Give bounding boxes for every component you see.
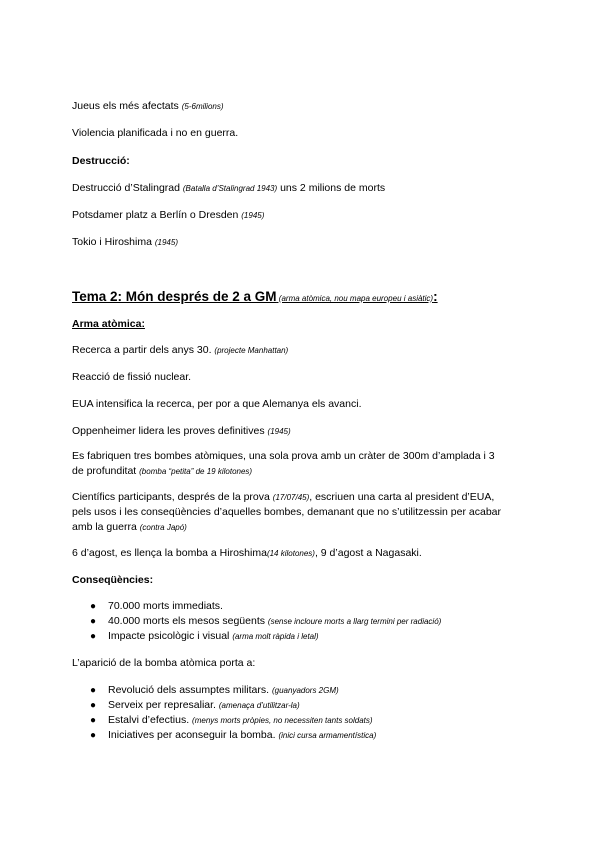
title-end: : (433, 289, 438, 304)
list-item (108, 714, 373, 727)
paragraph-text: Es fabriquen tres bombes atòmiques, una sola prova amb un cràter de 300m d’amplada i 3 (72, 450, 495, 462)
list-item-note: (inici cursa armamentística) (278, 731, 377, 740)
paragraph-text: amb la guerra (72, 521, 140, 533)
paragraph-note: (1945) (241, 211, 265, 220)
bullet-icon: ● (90, 730, 97, 741)
paragraph-bombes-line-2 (72, 465, 252, 478)
heading-arma-atomica: Arma atòmica: (72, 318, 145, 330)
paragraph-eua (72, 398, 362, 411)
paragraph-text: Jueus els més afectats (72, 100, 182, 112)
paragraph-tokio (72, 236, 178, 249)
list-item (108, 630, 319, 643)
paragraph-text: Reacció de fissió nuclear. (72, 371, 192, 383)
paragraph-aparicio (72, 657, 255, 670)
paragraph-potsdamer (72, 209, 264, 222)
list-item-text: 70.000 morts immediats. (108, 600, 223, 612)
paragraph-text: Violencia planificada i no en guerra. (72, 127, 239, 139)
list-item (108, 684, 339, 697)
list-item (108, 729, 376, 742)
paragraph-note: (1945) (154, 238, 178, 247)
paragraph-note: (bomba “petita” de 19 kilotones) (139, 467, 253, 476)
list-item-note: (arma molt ràpida i letal) (232, 632, 319, 641)
paragraph-text: Destrucció d’Stalingrad (72, 182, 183, 194)
list-item (108, 699, 300, 712)
paragraph-note: (contra Japó) (139, 523, 187, 532)
paragraph-text: 6 d’agost, es llença la bomba a Hiroshima (72, 547, 267, 559)
paragraph-jueus (72, 100, 224, 113)
bullet-icon: ● (90, 715, 97, 726)
title-note: (arma atòmica, nou mapa europeu i asiàtic) (276, 294, 434, 303)
paragraph-hiroshima (72, 547, 422, 560)
paragraph-text: pels usos i les conseqüències d’aquelles bombes, demanant que no s’utilitzessin per acabar (72, 506, 502, 518)
list-item (108, 615, 441, 628)
paragraph-text: Oppenheimer lidera les proves definitives (72, 425, 268, 437)
paragraph-text: uns 2 milions de morts (277, 182, 386, 194)
paragraph-text: , 9 d’agost a Nagasaki. (314, 547, 422, 559)
paragraph-note: (projecte Manhattan) (214, 346, 289, 355)
bullet-icon: ● (90, 700, 97, 711)
paragraph-bombes-line-1 (72, 450, 495, 463)
paragraph-violencia (72, 127, 238, 140)
title-text: Tema 2: Món després de 2 a GM (72, 289, 277, 304)
list-item-text: Estalvi d’efectius. (108, 714, 193, 726)
bullet-icon: ● (90, 685, 97, 696)
paragraph-note: (1945) (267, 427, 291, 436)
paragraph-text: Potsdamer platz a Berlín o Dresden (72, 209, 242, 221)
paragraph-text: Tokio i Hiroshima (72, 236, 155, 248)
list-item-note: (sense incloure morts a llarg termini per radiació) (267, 617, 442, 626)
paragraph-note: (5-6milions) (181, 102, 224, 111)
list-item-text: 40.000 morts els mesos següents (108, 615, 268, 627)
paragraph-text: EUA intensifica la recerca, per por a que Alemanya els avanci. (72, 398, 362, 410)
paragraph-text: Científics participants, després de la prova (72, 491, 273, 503)
heading-destruccio: Destrucció: (72, 155, 130, 167)
heading-consequencies: Conseqüències: (72, 574, 154, 586)
list-item-text: Iniciatives per aconseguir la bomba. (108, 729, 279, 741)
list-item-text: Serveix per represaliar. (108, 699, 219, 711)
paragraph-text: , escriuen una carta al president d’EUA, (309, 491, 495, 503)
section-title-tema-2 (72, 289, 438, 307)
paragraph-recerca (72, 344, 288, 357)
paragraph-text: de profunditat (72, 465, 140, 477)
paragraph-cientifics-line-2 (72, 506, 501, 519)
paragraph-note: (Batalla d’Stalingrad 1943) (182, 184, 278, 193)
paragraph-text: L’aparició de la bomba atòmica porta a: (72, 657, 256, 669)
paragraph-oppenheimer (72, 425, 291, 438)
paragraph-cientifics-line-1 (72, 491, 494, 504)
list-item (108, 600, 223, 613)
bullet-icon: ● (90, 601, 97, 612)
list-item-note: (amenaça d’utilitzar-la) (218, 701, 300, 710)
list-item-text: Impacte psicològic i visual (108, 630, 233, 642)
list-item-note: (menys morts pròpies, no necessiten tants soldats) (192, 716, 373, 725)
paragraph-note: (17/07/45) (272, 493, 310, 502)
paragraph-cientifics-line-3 (72, 521, 187, 534)
list-item-text: Revolució dels assumptes militars. (108, 684, 272, 696)
paragraph-fissio (72, 371, 191, 384)
paragraph-text: Recerca a partir dels anys 30. (72, 344, 215, 356)
paragraph-stalingrad (72, 182, 385, 195)
paragraph-note: (14 kilotones) (266, 549, 315, 558)
bullet-icon: ● (90, 616, 97, 627)
list-item-note: (guanyadors 2GM) (271, 686, 339, 695)
bullet-icon: ● (90, 631, 97, 642)
